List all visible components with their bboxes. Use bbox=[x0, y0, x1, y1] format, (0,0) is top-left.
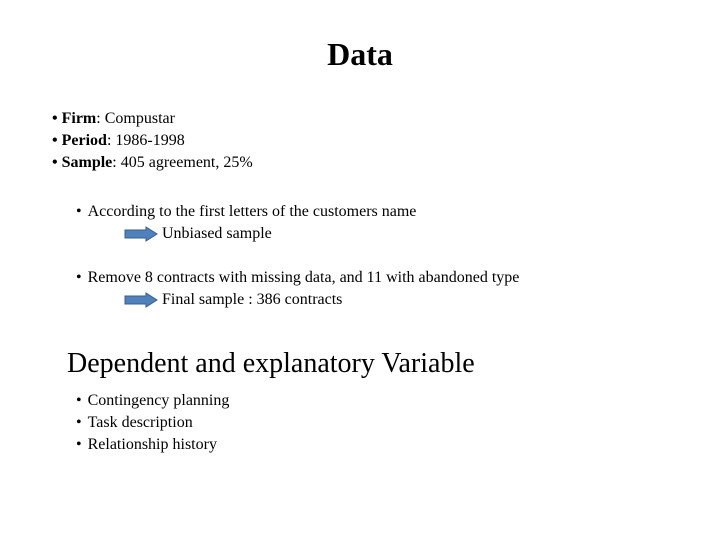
variable-text: Task description bbox=[87, 414, 193, 431]
bullet-text: Compustar bbox=[100, 110, 175, 127]
section-heading: Dependent and explanatory Variable bbox=[67, 348, 475, 379]
bullet-text: 1986-1998 bbox=[111, 132, 185, 149]
result-text: Unbiased sample bbox=[162, 225, 272, 242]
bullet-firm bbox=[52, 108, 253, 130]
variable-text: Contingency planning bbox=[87, 392, 230, 409]
bullet-separator: : bbox=[112, 154, 117, 171]
bullet-text: 405 agreement, 25% bbox=[116, 154, 253, 171]
bullet-icon: • bbox=[52, 110, 58, 127]
bullet-icon: • bbox=[52, 132, 58, 149]
right-arrow-icon bbox=[124, 226, 158, 242]
bullet-icon: • bbox=[76, 414, 82, 431]
result-text: Final sample : 386 contracts bbox=[162, 291, 343, 308]
result-row bbox=[76, 223, 416, 245]
note-block-filtering bbox=[76, 267, 519, 311]
bullet-label: Sample bbox=[61, 154, 113, 171]
note-text: According to the first letters of the customers name bbox=[87, 203, 417, 220]
note-line bbox=[76, 201, 416, 223]
variable-list bbox=[76, 390, 229, 456]
bullet-label: Period bbox=[61, 132, 107, 149]
note-text: Remove 8 contracts with missing data, and 11 with abandoned type bbox=[87, 269, 520, 286]
note-line bbox=[76, 267, 519, 289]
list-item bbox=[76, 412, 229, 434]
bullet-icon: • bbox=[76, 203, 82, 220]
bullet-label: Firm bbox=[61, 110, 97, 127]
data-bullet-list bbox=[52, 108, 253, 174]
bullet-separator: : bbox=[106, 132, 112, 149]
bullet-icon: • bbox=[76, 392, 82, 409]
bullet-icon: • bbox=[76, 269, 82, 286]
bullet-period bbox=[52, 130, 253, 152]
list-item bbox=[76, 434, 229, 456]
bullet-icon: • bbox=[76, 436, 82, 453]
note-block-sampling bbox=[76, 201, 416, 245]
bullet-separator: : bbox=[96, 110, 101, 127]
bullet-icon: • bbox=[52, 154, 58, 171]
list-item bbox=[76, 390, 229, 412]
variable-text: Relationship history bbox=[87, 436, 217, 453]
slide-title: Data bbox=[327, 36, 393, 72]
right-arrow-icon bbox=[124, 292, 158, 308]
bullet-sample bbox=[52, 152, 253, 174]
result-row bbox=[76, 289, 519, 311]
